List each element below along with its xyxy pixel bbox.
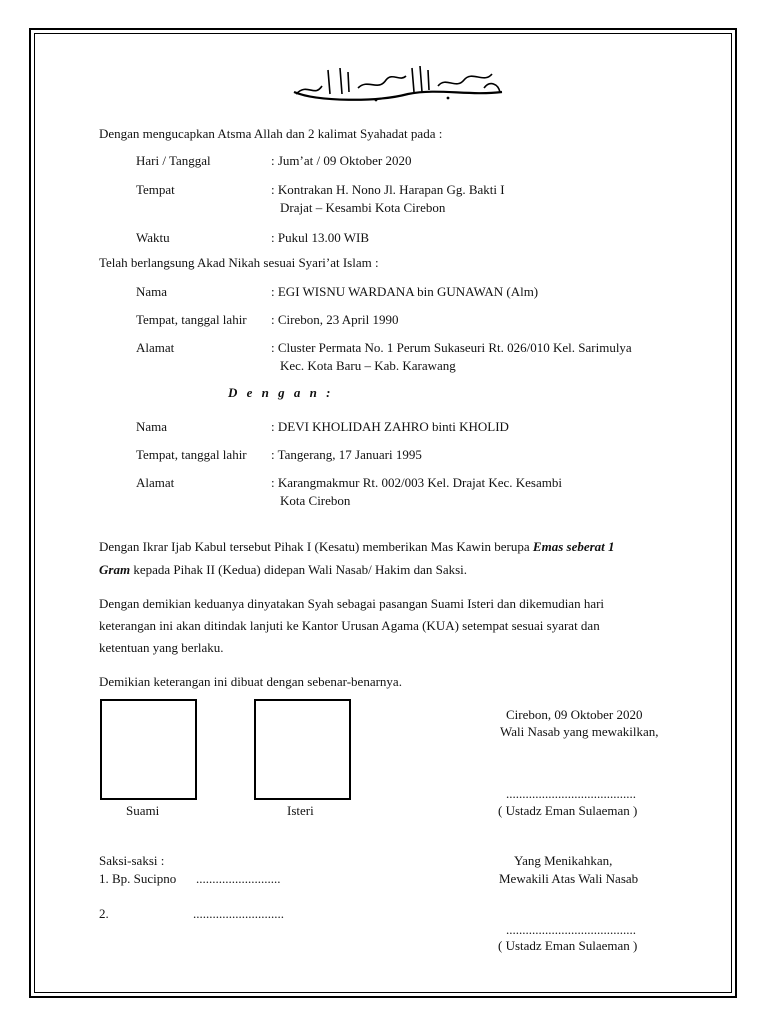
witness-2-signature-line: ............................ <box>193 906 284 921</box>
groom-address-value: : Cluster Permata No. 1 Perum Sukaseuri Rt. 026/010 Kel. Sarimulya <box>271 340 632 355</box>
witness-1-signature-line: .......................... <box>196 871 281 886</box>
husband-photo-label: Suami <box>126 803 160 818</box>
dowry-amount-a: Emas seberat 1 <box>532 539 615 554</box>
dowry-amount-b: Gram <box>99 562 131 577</box>
husband-photo-box <box>100 699 197 800</box>
closing-statement: Demikian keterangan ini dibuat dengan sebenar-benarnya. <box>99 674 402 689</box>
validity-paragraph-line3: ketentuan yang berlaku. <box>99 640 224 655</box>
signature-line-guardian: ........................................ <box>506 786 636 801</box>
event-place-label: Tempat <box>136 182 175 197</box>
bismillah-calligraphy <box>288 62 508 104</box>
dowry-paragraph-line2 <box>99 561 467 578</box>
groom-address-value-line2: Kec. Kota Baru – Kab. Karawang <box>280 358 456 373</box>
event-time-value: : Pukul 13.00 WIB <box>271 230 369 245</box>
bride-address-value: : Karangmakmur Rt. 002/003 Kel. Drajat Kec. Kesambi <box>271 475 562 490</box>
validity-paragraph-line2: keterangan ini akan ditindak lanjuti ke Kantor Urusan Agama (KUA) setempat sesuai syarat dan <box>99 618 600 633</box>
signature-place-date: Cirebon, 09 Oktober 2020 <box>506 707 643 722</box>
event-place-value: : Kontrakan H. Nono Jl. Harapan Gg. Bakti I <box>271 182 505 197</box>
signature-name-officiant: ( Ustadz Eman Sulaeman ) <box>498 938 638 953</box>
bride-address-value-line2: Kota Cirebon <box>280 493 351 508</box>
dowry-text-b: kepada Pihak II (Kedua) didepan Wali Nasab/ Hakim dan Saksi. <box>130 562 468 577</box>
event-date-label: Hari / Tanggal <box>136 153 211 168</box>
bride-name-label: Nama <box>136 419 168 434</box>
witness-1-name: 1. Bp. Sucipno <box>99 871 177 886</box>
signature-role-officiant-line2: Mewakili Atas Wali Nasab <box>499 871 639 886</box>
groom-name-value: : EGI WISNU WARDANA bin GUNAWAN (Alm) <box>271 284 539 299</box>
wife-photo-box <box>254 699 351 800</box>
event-place-value-line2: Drajat – Kesambi Kota Cirebon <box>280 200 446 215</box>
signature-name-guardian: ( Ustadz Eman Sulaeman ) <box>498 803 638 818</box>
bride-name-value: : DEVI KHOLIDAH ZAHRO binti KHOLID <box>271 419 509 434</box>
groom-birth-label: Tempat, tanggal lahir <box>136 312 247 327</box>
dowry-paragraph-line1 <box>99 538 615 555</box>
witnesses-title: Saksi-saksi : <box>99 853 165 868</box>
witness-2-name: 2. <box>99 906 109 921</box>
dowry-text-a: Dengan Ikrar Ijab Kabul tersebut Pihak I (Kesatu) memberikan Mas Kawin berupa <box>99 539 533 554</box>
groom-address-label: Alamat <box>136 340 175 355</box>
groom-name-label: Nama <box>136 284 168 299</box>
signature-role-guardian: Wali Nasab yang mewakilkan, <box>500 724 659 739</box>
akad-statement: Telah berlangsung Akad Nikah sesuai Syari’at Islam : <box>99 255 379 270</box>
signature-role-officiant: Yang Menikahkan, <box>514 853 613 868</box>
event-time-label: Waktu <box>136 230 170 245</box>
page-border-inner <box>34 33 732 993</box>
groom-birth-value: : Cirebon, 23 April 1990 <box>271 312 399 327</box>
wife-photo-label: Isteri <box>287 803 314 818</box>
validity-paragraph-line1: Dengan demikian keduanya dinyatakan Syah sebagai pasangan Suami Isteri dan dikemudian hari <box>99 596 605 611</box>
bride-birth-value: : Tangerang, 17 Januari 1995 <box>271 447 422 462</box>
signature-line-officiant: ........................................ <box>506 922 636 937</box>
bride-birth-label: Tempat, tanggal lahir <box>136 447 247 462</box>
with-heading: D e n g a n : <box>228 385 334 400</box>
bride-address-label: Alamat <box>136 475 175 490</box>
event-date-value: : Jum’at / 09 Oktober 2020 <box>271 153 412 168</box>
intro-text: Dengan mengucapkan Atsma Allah dan 2 kalimat Syahadat pada : <box>99 126 443 141</box>
